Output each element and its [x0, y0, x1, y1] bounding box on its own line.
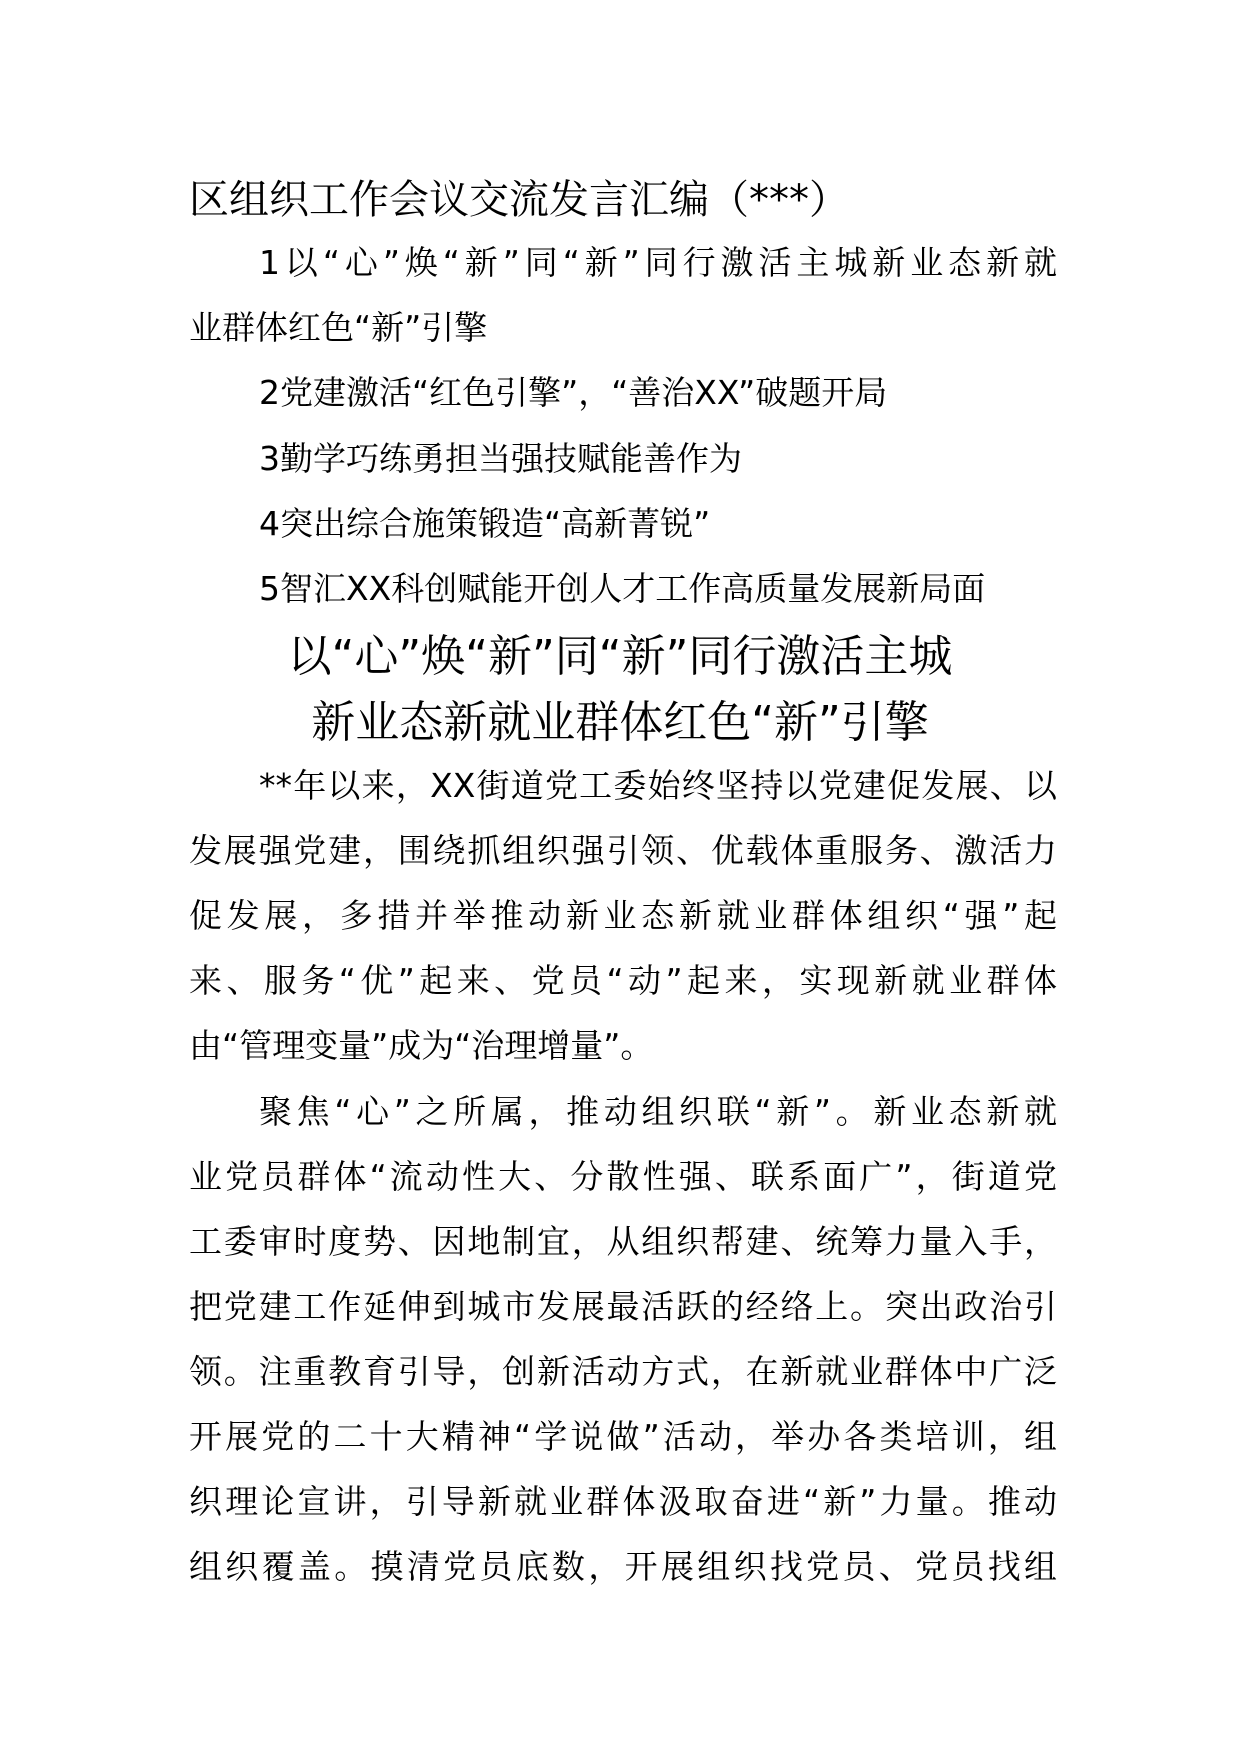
toc-item-5: 5智汇XX科创赋能开创人才工作高质量发展新局面 — [259, 569, 986, 608]
toc-item-1-line-1: 1以“心”焕“新”同“新”同行激活主城新业态新就 — [259, 243, 1057, 282]
paragraph-line: 发展强党建，围绕抓组织强引领、优载体重服务、激活力 — [189, 831, 1057, 870]
paragraph-line: 来、服务“优”起来、党员“动”起来，实现新就业群体 — [189, 961, 1057, 1000]
toc-item-3: 3勤学巧练勇担当强技赋能善作为 — [259, 439, 742, 478]
paragraph-line: 领。注重教育引导，创新活动方式，在新就业群体中广泛 — [189, 1352, 1057, 1391]
paragraph-line: 业党员群体“流动性大、分散性强、联系面广”，街道党 — [189, 1157, 1057, 1196]
paragraph-line: 由“管理变量”成为“治理增量”。 — [189, 1026, 654, 1065]
paragraph-line: 聚焦“心”之所属，推动组织联“新”。新业态新就 — [259, 1092, 1057, 1131]
article-heading-line-2: 新业态新就业群体红色“新”引擎 — [311, 697, 929, 748]
article-heading-line-1: 以“心”焕“新”同“新”同行激活主城 — [287, 631, 953, 682]
toc-item-1-line-2: 业群体红色“新”引擎 — [189, 308, 488, 347]
paragraph-line: 织理论宣讲，引导新就业群体汲取奋进“新”力量。推动 — [189, 1482, 1057, 1521]
paragraph-line: 把党建工作延伸到城市发展最活跃的经络上。突出政治引 — [189, 1287, 1057, 1326]
compilation-title: 区组织工作会议交流发言汇编（***） — [189, 177, 849, 223]
toc-item-4: 4突出综合施策锻造“高新菁锐” — [259, 504, 711, 543]
paragraph-line: 工委审时度势、因地制宜，从组织帮建、统筹力量入手， — [189, 1222, 1057, 1261]
toc-item-2: 2党建激活“红色引擎”，“善治XX”破题开局 — [259, 373, 888, 412]
paragraph-line: 组织覆盖。摸清党员底数，开展组织找党员、党员找组 — [189, 1547, 1057, 1586]
paragraph-line: 开展党的二十大精神“学说做”活动，举办各类培训，组 — [189, 1417, 1057, 1456]
paragraph-line: 促发展，多措并举推动新业态新就业群体组织“强”起 — [189, 896, 1057, 935]
paragraph-line: **年以来，XX街道党工委始终坚持以党建促发展、以 — [259, 766, 1057, 805]
